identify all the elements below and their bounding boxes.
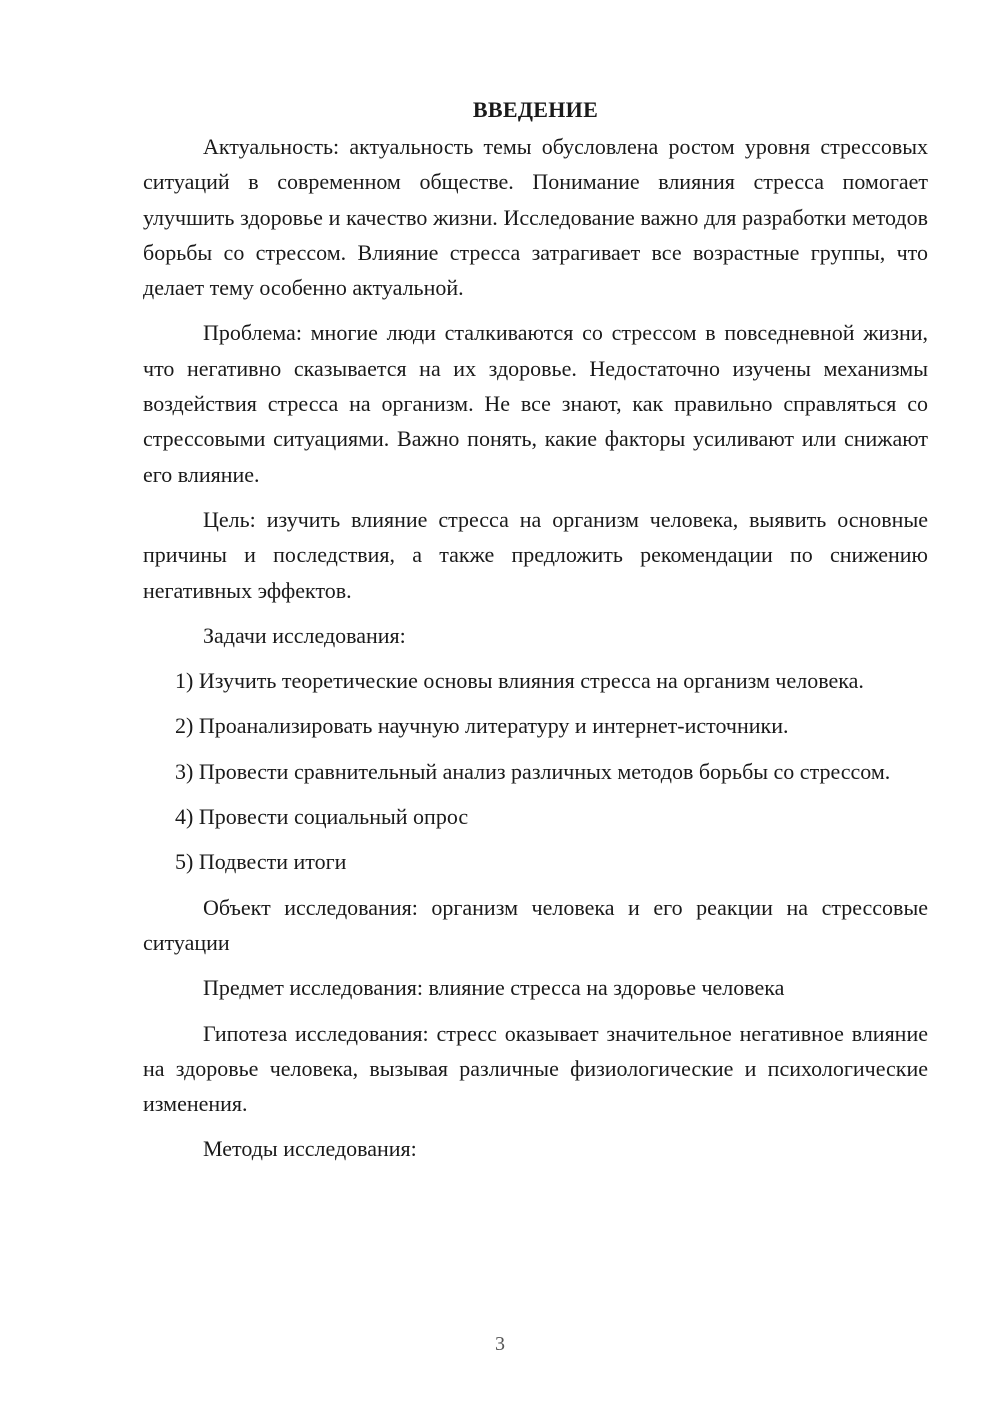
hypothesis-paragraph: Гипотеза исследования: стресс оказывает значительное негативное влияние на здоровье человека, вызывая различные физиологические и психологические изменения. (143, 1020, 928, 1117)
task-item-5: 5) Подвести итоги (175, 849, 347, 875)
task-item-4: 4) Провести социальный опрос (175, 804, 469, 830)
tasks-title: Задачи исследования: (203, 622, 406, 648)
task-item-1: 1) Изучить теоретические основы влияния стресса на организм человека. (175, 668, 864, 694)
subject-paragraph: Предмет исследования: влияние стресса на здоровье человека (203, 975, 785, 1001)
page-number: 3 (495, 1333, 505, 1355)
task-item-3: 3) Провести сравнительный анализ различных методов борьбы со стрессом. (175, 758, 891, 784)
methods-title: Методы исследования: (203, 1136, 417, 1162)
problem-paragraph: Проблема: многие люди сталкиваются со стрессом в повседневной жизни, что негативно сказывается на их здоровье. Недостаточно изучены механизмы воздействия стресса на организм. Не все знают, как правильно справляться со стрессовыми ситуациями. Важно понять, какие факторы усиливают или снижают его влияние. (143, 320, 928, 487)
relevance-paragraph: Актуальность: актуальность темы обусловлена ростом уровня стрессовых ситуаций в современном обществе. Понимание влияния стресса помогает улучшить здоровье и качество жизни. Исследование важно для разработки методов борьбы со стрессом. Влияние стресса затрагивает все возрастные группы, что делает тему особенно актуальной. (143, 134, 928, 301)
goal-paragraph: Цель: изучить влияние стресса на организм человека, выявить основные причины и последствия, а также предложить рекомендации по снижению негативных эффектов. (143, 506, 928, 603)
task-item-2: 2) Проанализировать научную литературу и интернет-источники. (175, 713, 789, 739)
section-heading: ВВЕДЕНИЕ (472, 97, 599, 122)
object-paragraph: Объект исследования: организм человека и его реакции на стрессовые ситуации (143, 894, 928, 955)
page-content (143, 94, 928, 1177)
